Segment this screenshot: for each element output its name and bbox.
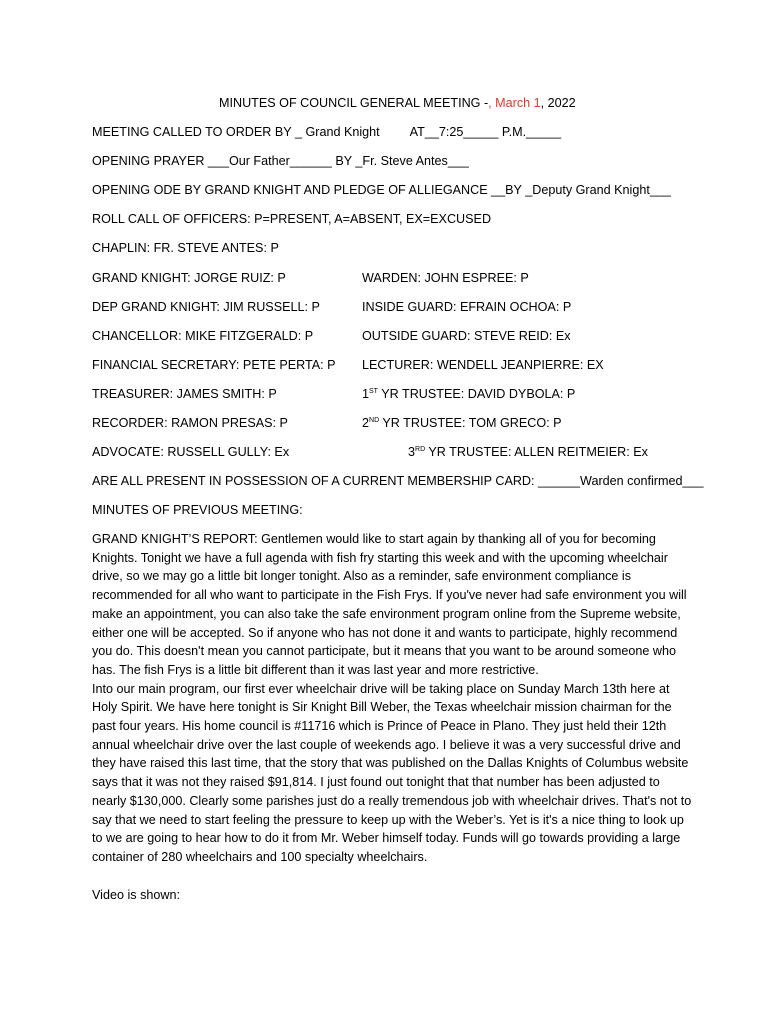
- officer-2nd-yr-trustee: 2ND YR TRUSTEE: TOM GRECO: P: [362, 416, 562, 430]
- officer-1st-yr-trustee: 1ST YR TRUSTEE: DAVID DYBOLA: P: [362, 387, 576, 401]
- membership-card-line: ARE ALL PRESENT IN POSSESSION OF A CURRENT MEMBERSHIP CARD: ______Warden confirmed___: [92, 474, 704, 488]
- roll-call-header: ROLL CALL OF OFFICERS: P=PRESENT, A=ABSENT, EX=EXCUSED: [92, 212, 492, 226]
- officer-deputy-grand-knight: DEP GRAND KNIGHT: JIM RUSSELL: P: [92, 300, 320, 314]
- officer-chancellor: CHANCELLOR: MIKE FITZGERALD: P: [92, 329, 314, 343]
- previous-minutes-heading: MINUTES OF PREVIOUS MEETING:: [92, 503, 303, 517]
- meeting-date: March 1: [495, 96, 541, 110]
- grand-knight-report-paragraph-2: Into our main program, our first ever wheelchair drive will be taking place on Sunday March 13th here at Holy Spirit. We have here tonight is Sir Knight Bill Weber, the Texas wheelchair mission chairman for the past four years. His home council is #11716 which is Prince of Peace in Plano. They just held their 12th annual wheelchair drive over the last couple of weekends ago. I believe it was a very successful drive and they have raised this last time, that the story that was published on the Dallas Knights of Columbus website says that it was not they raised $91,814. I just found out tonight that that number has been adjusted to nearly $130,000. Clearly some parishes just do a really tremendous job with wheelchair drives. That's not to say that we need to start feeling the pressure to keep up with the Weber’s. Yet is it's a nice thing to look up to we are going to hear how to do it from Mr. Weber himself today. Funds will go towards providing a large container of 280 wheelchairs and 100 specialty wheelchairs.: [92, 681, 692, 864]
- opening-prayer-line: OPENING PRAYER ___Our Father______ BY _Fr. Steve Antes___: [92, 154, 469, 168]
- officer-financial-secretary: FINANCIAL SECRETARY: PETE PERTA: P: [92, 358, 336, 372]
- page-title: MINUTES OF COUNCIL GENERAL MEETING -, March 1, 2022: [219, 96, 576, 110]
- officer-chaplin: CHAPLIN: FR. STEVE ANTES: P: [92, 241, 279, 255]
- grand-knight-report: [92, 530, 692, 867]
- called-to-order-line: MEETING CALLED TO ORDER BY _ Grand Knight AT__7:25_____ P.M._____: [92, 125, 562, 139]
- opening-ode-line: OPENING ODE BY GRAND KNIGHT AND PLEDGE OF ALLIEGANCE __BY _Deputy Grand Knight___: [92, 183, 671, 197]
- officer-recorder: RECORDER: RAMON PRESAS: P: [92, 416, 288, 430]
- officer-grand-knight: GRAND KNIGHT: JORGE RUIZ: P: [92, 271, 286, 285]
- officer-inside-guard: INSIDE GUARD: EFRAIN OCHOA: P: [362, 300, 572, 314]
- called-to-order-time: AT__7:25_____ P.M._____: [409, 125, 562, 139]
- officer-lecturer: LECTURER: WENDELL JEANPIERRE: EX: [362, 358, 604, 372]
- officer-warden: WARDEN: JOHN ESPREE: P: [362, 271, 529, 285]
- officer-advocate: ADVOCATE: RUSSELL GULLY: Ex: [92, 445, 290, 459]
- officer-outside-guard: OUTSIDE GUARD: STEVE REID: Ex: [362, 329, 571, 343]
- title-dash: ,: [488, 96, 492, 110]
- grand-knight-report-paragraph-1: GRAND KNIGHT’S REPORT: Gentlemen would like to start again by thanking all of you for becoming Knights. Tonight we have a full agenda with fish fry starting this week and with the upcoming wheelchair drive, so we may go a little bit longer tonight. Also as a reminder, safe environment compliance is recommended for all who want to participate in the Fish Frys. If you've never had safe environment you will make an appointment, you can also take the safe environment program online from the Supreme website, either one will be accepted. So if anyone who has not done it and wants to participate, highly recommend you do. This doesn't mean you cannot participate, but it means that you want to be around someone who has. The fish Frys is a little bit different than it was last year and more restrictive.: [92, 532, 687, 677]
- officer-3rd-yr-trustee: 3RD YR TRUSTEE: ALLEN REITMEIER: Ex: [408, 445, 648, 459]
- officer-treasurer: TREASURER: JAMES SMITH: P: [92, 387, 277, 401]
- video-shown-line: Video is shown:: [92, 888, 180, 902]
